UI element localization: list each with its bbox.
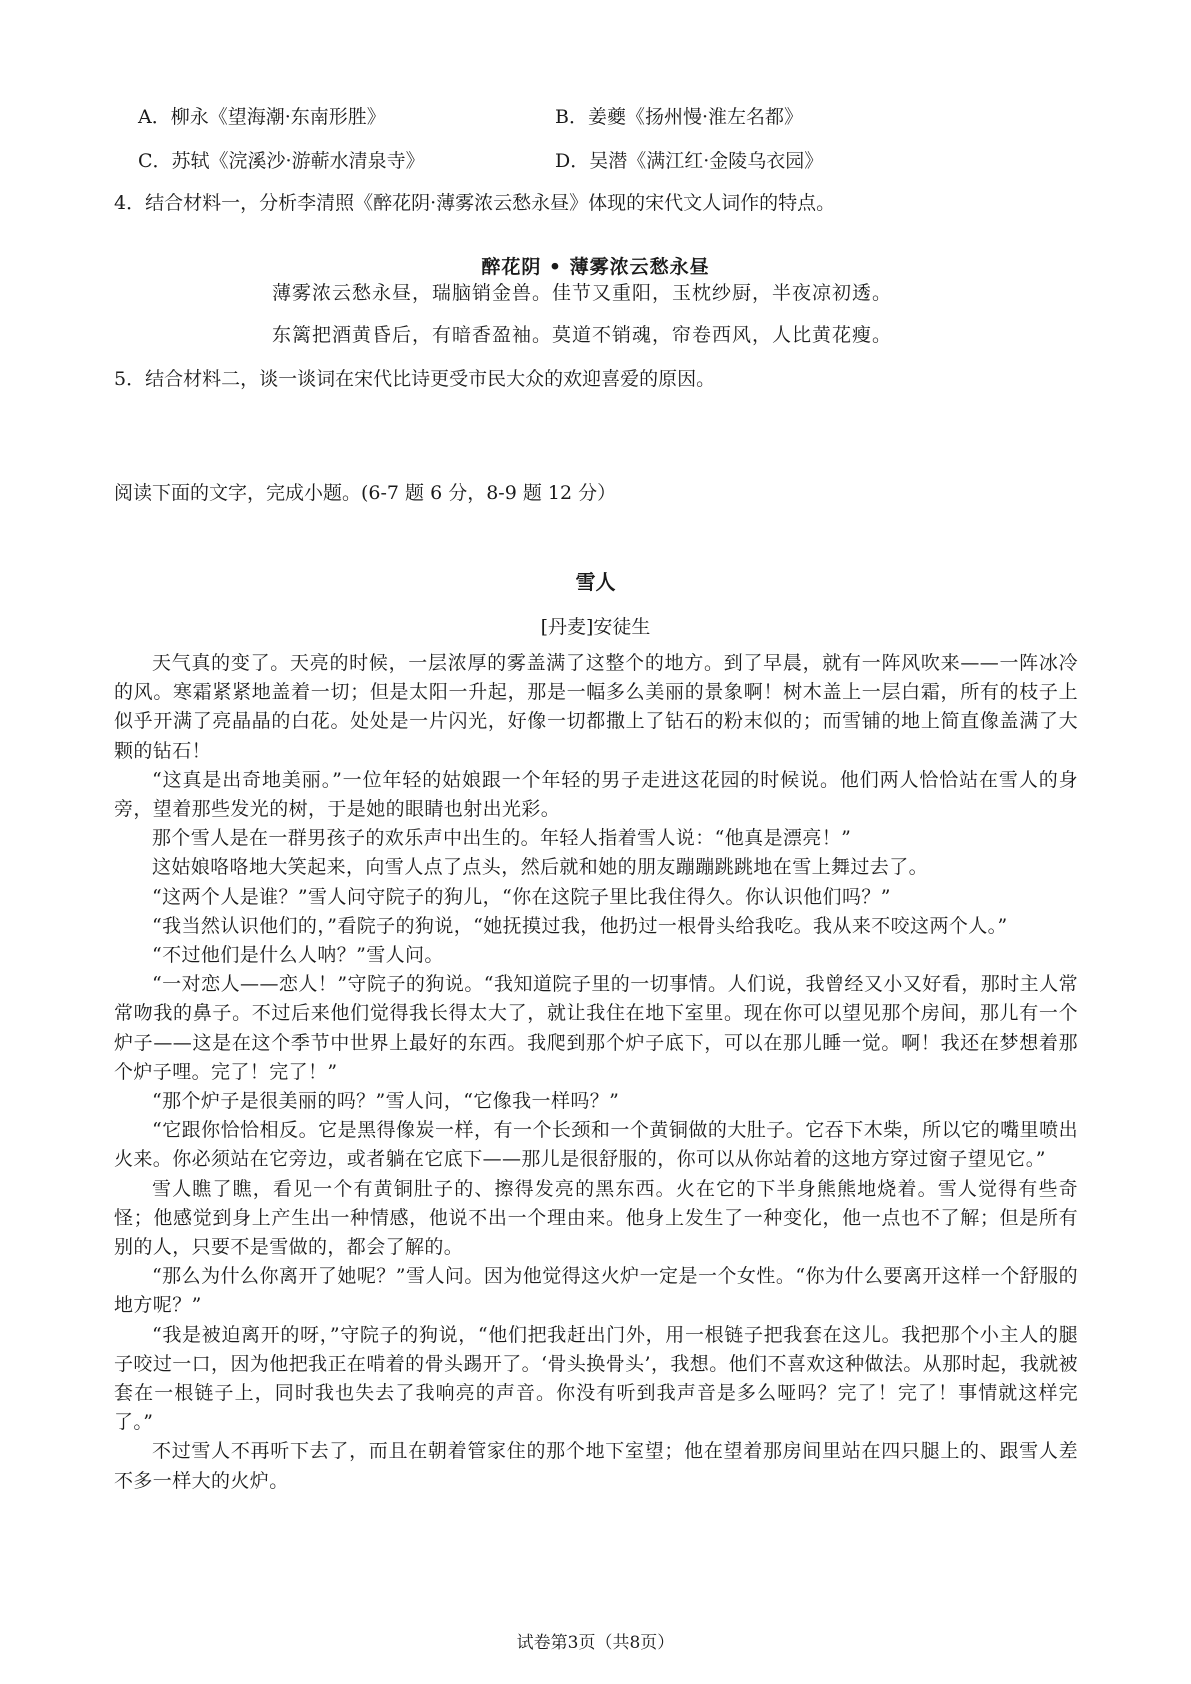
option-c: C．苏轼《浣溪沙·游蕲水清泉寺》: [138, 150, 425, 172]
reading-instruction: 阅读下面的文字，完成小题。(6-7 题 6 分，8-9 题 12 分）: [114, 482, 617, 504]
paragraph: “我当然认识他们的，”看院子的狗说，“她抚摸过我，他扔过一根骨头给我吃。我从来不咬这两个人。”: [152, 914, 1008, 937]
page-footer: 试卷第3页（共8页）: [516, 1633, 675, 1653]
question-5: 5．结合材料二，谈一谈词在宋代比诗更受市民大众的欢迎喜爱的原因。: [114, 368, 716, 390]
story-author: [丹麦]安徒生: [540, 616, 651, 638]
paragraph: “这真是出奇地美丽。”一位年轻的姑娘跟一个年轻的男子走进这花园的时候说。他们两人恰恰站在雪人的身旁，望着那些发光的树，于是她的眼睛也射出光彩。: [114, 768, 1078, 821]
paragraph: 天气真的变了。天亮的时候，一层浓厚的雾盖满了这整个的地方。到了早晨，就有一阵风吹来——一阵冰冷的风。寒霜紧紧地盖着一切；但是太阳一升起，那是一幅多么美丽的景象啊！树木盖上一层白霜，所有的枝子上似乎开满了亮晶晶的白花。处处是一片闪光，好像一切都撒上了钻石的粉末似的；而雪铺的地上简直像盖满了大颗的钻石！: [114, 652, 1078, 762]
paragraph: “这两个人是谁？”雪人问守院子的狗儿，“你在这院子里比我住得久。你认识他们吗？”: [152, 885, 891, 908]
option-a: A．柳永《望海潮·东南形胜》: [138, 106, 386, 128]
story-body: [114, 649, 1078, 1496]
paragraph: “不过他们是什么人呐？”雪人问。: [152, 944, 444, 967]
paragraph: “我是被迫离开的呀，”守院子的狗说，“他们把我赶出门外，用一根链子把我套在这儿。我把那个小主人的腿子咬过一口，因为他把我正在啃着的骨头踢开了。‘骨头换骨头’，我想。他们不喜欢这种做法。从那时起，我就被套在一根链子上，同时我也失去了我响亮的声音。你没有听到我声音是多么哑吗？完了！完了！事情就这样完了。”: [114, 1323, 1078, 1434]
paragraph: “一对恋人——恋人！”守院子的狗说。“我知道院子里的一切事情。人们说，我曾经又小又好看，那时主人常常吻我的鼻子。不过后来他们觉得我长得太大了，就让我住在地下室里。现在你可以望见那个房间，那儿有一个炉子——这是在这个季节中世界上最好的东西。我爬到那个炉子底下，可以在那儿睡一觉。啊！我还在梦想着那个炉子哩。完了！完了！”: [114, 973, 1078, 1083]
paragraph: 这姑娘咯咯地大笑起来，向雪人点了点头，然后就和她的朋友蹦蹦跳跳地在雪上舞过去了。: [152, 856, 929, 879]
paragraph: “那么为什么你离开了她呢？”雪人问。因为他觉得这火炉一定是一个女性。“你为什么要离开这样一个舒服的地方呢？”: [114, 1265, 1078, 1317]
paragraph: 不过雪人不再听下去了，而且在朝着管家住的那个地下室望；他在望着那房间里站在四只腿上的、跟雪人差不多一样大的火炉。: [114, 1440, 1078, 1492]
paragraph: “那个炉子是很美丽的吗？”雪人问，“它像我一样吗？”: [152, 1090, 620, 1113]
poem-line-1: 薄雾浓云愁永昼，瑞脑销金兽。佳节又重阳，玉枕纱厨，半夜凉初透。: [272, 282, 893, 304]
option-b: B．姜夔《扬州慢·淮左名都》: [555, 106, 804, 128]
poem-line-2: 东篱把酒黄昏后，有暗香盈袖。莫道不销魂，帘卷西风，人比黄花瘦。: [272, 324, 893, 346]
paragraph: 雪人瞧了瞧，看见一个有黄铜肚子的、擦得发亮的黑东西。火在它的下半身熊熊地烧着。雪人觉得有些奇怪；他感觉到身上产生出一种情感，他说不出一个理由来。他身上发生了一种变化，他一点也不了解；但是所有别的人，只要不是雪做的，都会了解的。: [114, 1177, 1078, 1259]
paragraph: 那个雪人是在一群男孩子的欢乐声中出生的。年轻人指着雪人说：“他真是漂亮！”: [152, 827, 852, 850]
story-title: 雪人: [575, 570, 616, 594]
paragraph: “它跟你恰恰相反。它是黑得像炭一样，有一个长颈和一个黄铜做的大肚子。它吞下木柴，所以它的嘴里喷出火来。你必须站在它旁边，或者躺在它底下——那儿是很舒服的，你可以从你站着的这地方穿过窗子望见它。”: [114, 1119, 1078, 1171]
question-4: 4．结合材料一，分析李清照《醉花阴·薄雾浓云愁永昼》体现的宋代文人词作的特点。: [114, 192, 836, 214]
poem-title: 醉花阴 • 薄雾浓云愁永昼: [481, 256, 710, 278]
option-d: D．吴潜《满江红·金陵乌衣园》: [555, 150, 824, 172]
